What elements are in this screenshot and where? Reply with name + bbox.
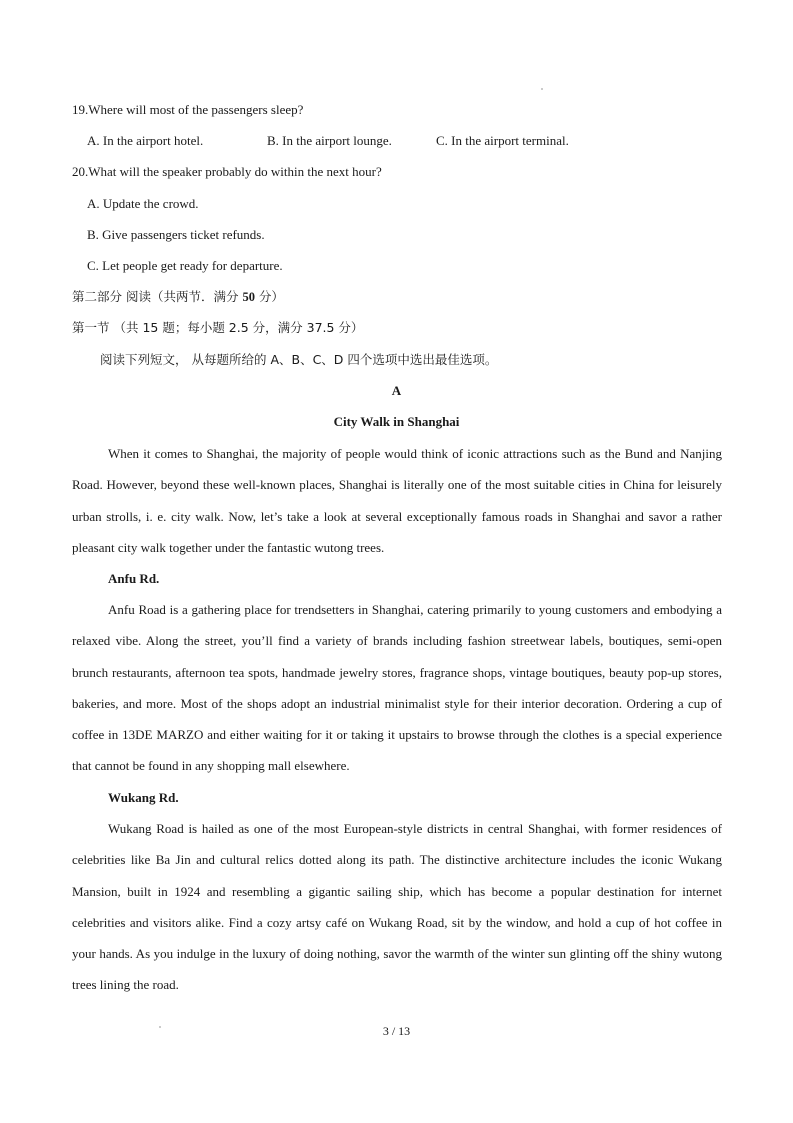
q20-option-a: A. Update the crowd. xyxy=(87,196,199,211)
reading-instruction: 阅读下列短文， 从每题所给的 A、B、C、D 四个选项中选出最佳选项。 xyxy=(100,352,498,367)
wukang-heading: Wukang Rd. xyxy=(108,790,179,805)
intro-paragraph: When it comes to Shanghai, the majority of people would think of iconic attractions such as the Bund and Nanjing Road. However, beyond these well-known places, Shanghai is literally one of the most suitable cities in China for leisurely urban strolls, i. e. city walk. Now, let’s take a look at several exceptionally famous roads in Shanghai and savor a rather pleasant city walk together under the fantastic wutong trees. xyxy=(72,446,722,555)
question-19: 19.Where will most of the passengers sleep? xyxy=(72,102,304,117)
section1-heading: 第一节 （共 15 题；每小题 2.5 分，满分 37.5 分） xyxy=(72,320,364,335)
scan-speck xyxy=(541,88,543,90)
anfu-paragraph: Anfu Road is a gathering place for trendsetters in Shanghai, catering primarily to young customers and embodying a relaxed vibe. Along the street, you’ll find a variety of brands including fashion streetwear labels, boutiques, semi-open brunch restaurants, afternoon tea spots, handmade jewelry stores, fragrance shops, vintage boutiques, beauty pop-up stores, bakeries, and more. Most of the shops adopt an industrial minimalist style for their interior decoration. Ordering a cup of coffee in 13DE MARZO and either waiting for it or taking it upstairs to browse through the clothes is a special experience that cannot be found in any shopping mall elsewhere. xyxy=(72,602,722,774)
q19-option-a: A. In the airport hotel. xyxy=(87,133,204,148)
passage-title: City Walk in Shanghai xyxy=(333,414,460,429)
part2-heading: 第二部分 阅读（共两节．满分 50 分） xyxy=(72,289,284,304)
anfu-heading: Anfu Rd. xyxy=(108,571,160,586)
q20-option-c: C. Let people get ready for departure. xyxy=(87,258,283,273)
passage-letter: A xyxy=(391,383,402,398)
wukang-paragraph: Wukang Road is hailed as one of the most European-style districts in central Shanghai, with former residences of celebrities like Ba Jin and cultural relics dotted along its path. The distinctive architecture includes the iconic Wukang Mansion, built in 1924 and resembling a gigantic sailing ship, which has become a popular destination for internet celebrities and visitors alike. Find a cozy artsy café on Wukang Road, sit by the window, and hold a cup of hot coffee in your hands. As you indulge in the luxury of doing nothing, savor the warmth of the winter sun glinting off the shiny wutong trees lining the road. xyxy=(72,821,722,993)
q19-option-c: C. In the airport terminal. xyxy=(436,133,569,148)
question-20: 20.What will the speaker probably do within the next hour? xyxy=(72,164,382,179)
q20-option-b: B. Give passengers ticket refunds. xyxy=(87,227,265,242)
page-number: 3 / 13 xyxy=(382,1024,411,1038)
scan-speck xyxy=(159,1026,161,1028)
q19-option-b: B. In the airport lounge. xyxy=(267,133,392,148)
